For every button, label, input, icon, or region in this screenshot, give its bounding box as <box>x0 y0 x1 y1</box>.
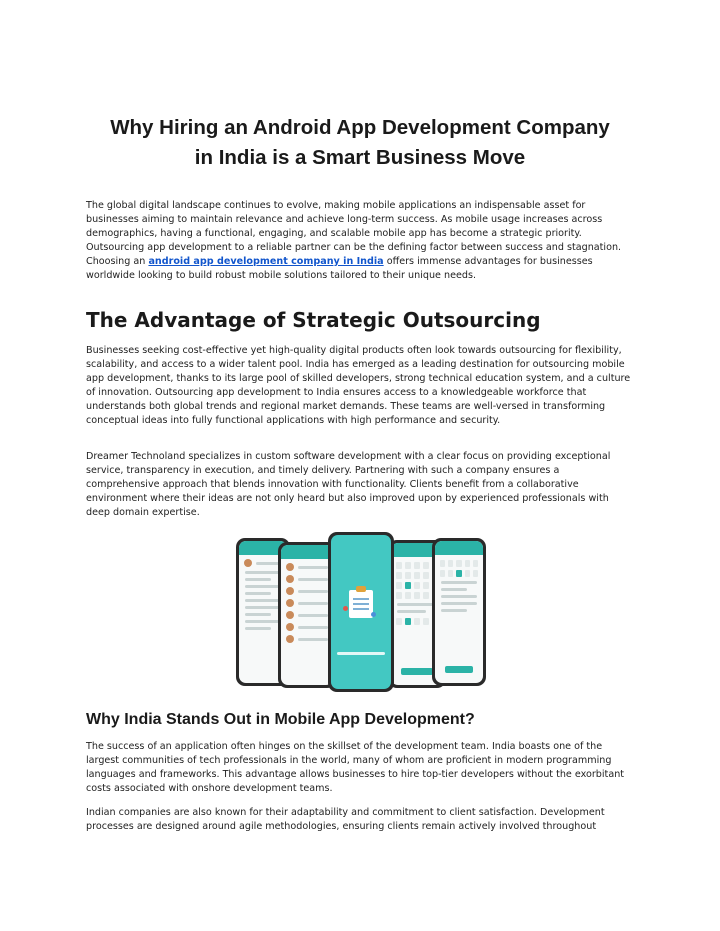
section-heading-strategic-outsourcing: The Advantage of Strategic Outsourcing <box>86 308 541 332</box>
android-app-development-link[interactable]: android app development company in India <box>148 256 384 267</box>
section1-paragraph-2: Dreamer Technoland specializes in custom software development with a clear focus on providing exceptional service, transparency in execution, and timely delivery. Partnering with such a company ensures a comprehensive approach that blends innovation with functionality. Clients benefit from a collaborative environment where their ideas are not only heard but also improved upon by experienced professionals with deep domain expertise. <box>86 451 611 518</box>
intro-text-after-link: offers immense advantages for businesses worldwide looking to build robust mobile solutions tailored to their unique needs. <box>86 256 593 281</box>
section2-paragraph-1: The success of an application often hinges on the skillset of the development team. India boasts one of the largest communities of tech professionals in the world, many of whom are proficient in modern programming languages and frameworks. This advantage allows businesses to hire top-tier developers without the exorbitant costs associated with onshore development teams. <box>86 741 625 794</box>
section-heading-why-india: Why India Stands Out in Mobile App Development? <box>86 711 475 728</box>
intro-text-before-link: The global digital landscape continues to evolve, making mobile applications an indispensable asset for businesses aiming to maintain relevance and achieve long-term success. As mobile usage increases across demographics, having a functional, engaging, and scalable mobile app has become a strategic priority. Outsourcing app development to a reliable partner can be the defining factor between success and stagnation. Choosing an <box>86 200 622 267</box>
title-line-1: Why Hiring an Android App Development Company <box>110 116 610 139</box>
app-screens-illustration <box>232 532 490 692</box>
title-line-2: in India is a Smart Business Move <box>194 146 526 169</box>
section2-paragraph-2: Indian companies are also known for their adaptability and commitment to client satisfaction. Development processes are designed around agile methodologies, ensuring clients remain actively involved throughout <box>86 807 605 832</box>
phone-screen-appointments <box>281 545 333 685</box>
phone-mockup-5 <box>432 538 486 686</box>
document-title <box>60 113 660 173</box>
phone-screen-booking <box>435 541 483 683</box>
intro-paragraph <box>86 199 634 283</box>
phone-mockup-center <box>328 532 394 692</box>
calendar-clipboard-icon <box>343 586 379 626</box>
section1-paragraph-1: Businesses seeking cost-effective yet high-quality digital products often look towards outsourcing for flexibility, scalability, and access to a wider talent pool. India has emerged as a leading destination for outsourcing mobile app development, thanks to its large pool of skilled developers, strong technical education system, and a culture of innovation. Outsourcing app development to India ensures access to a knowledgeable workforce that understands both global trends and regional market demands. These teams are well-versed in transforming conceptual ideas into fully functional applications with high performance and security. <box>86 345 631 426</box>
phone-screen-splash <box>331 535 391 689</box>
